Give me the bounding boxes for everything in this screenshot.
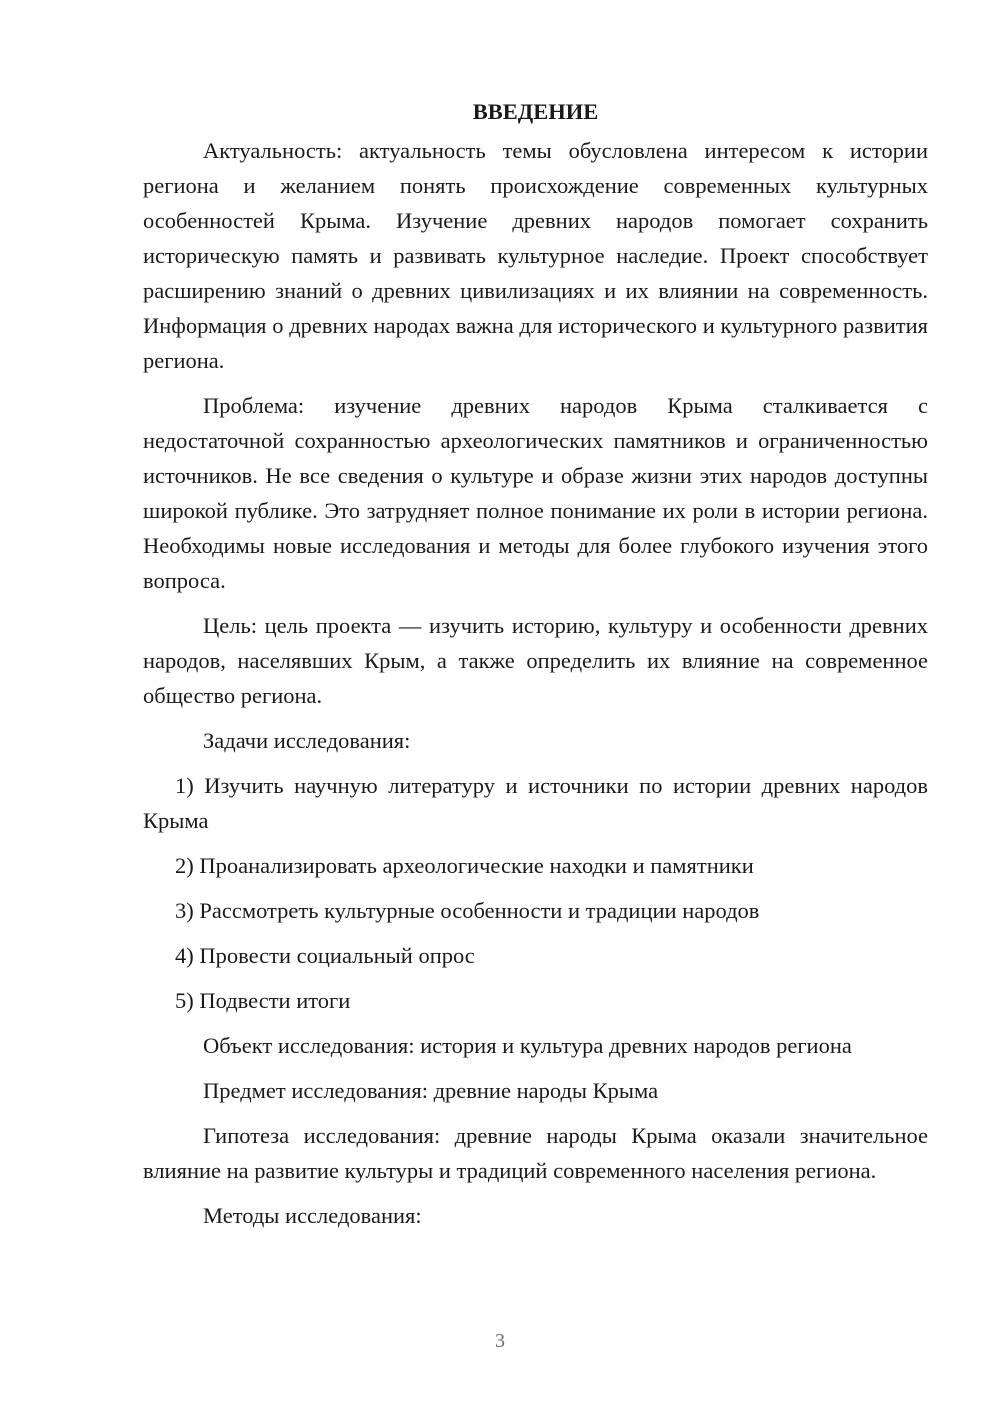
problem-paragraph: Проблема: изучение древних народов Крыма сталкивается с недостаточной сохранностью археологических памятников и ограниченностью источников. Не все сведения о культуре и образе жизни этих народов доступны широкой публике. Это затрудняет полное понимание их роли в истории региона. Необходимы новые исследования и методы для более глубокого изучения этого вопроса.: [143, 393, 928, 593]
task-item: 2) Проанализировать археологические находки и памятники: [175, 853, 754, 878]
task-item: 1) Изучить научную литературу и источники по истории древних народов Крыма: [143, 773, 928, 833]
relevance-paragraph: Актуальность: актуальность темы обусловлена интересом к истории региона и желанием понять происхождение современных культурных особенностей Крыма. Изучение древних народов помогает сохранить историческую память и развивать культурное наследие. Проект способствует расширению знаний о древних цивилизациях и их влиянии на современность. Информация о древних народах важна для исторического и культурного развития региона.: [143, 138, 928, 373]
page-number: 3: [495, 1330, 505, 1352]
research-methods: Методы исследования:: [203, 1203, 422, 1228]
research-object: Объект исследования: история и культура древних народов региона: [203, 1033, 852, 1058]
page-title: ВВЕДЕНИЕ: [472, 99, 599, 124]
task-item: 4) Провести социальный опрос: [175, 943, 475, 968]
goal-paragraph: Цель: цель проекта — изучить историю, культуру и особенности древних народов, населявших Крым, а также определить их влияние на современное общество региона.: [143, 613, 928, 708]
task-item: 3) Рассмотреть культурные особенности и традиции народов: [175, 898, 760, 923]
tasks-heading: Задачи исследования:: [203, 728, 411, 753]
research-hypothesis: Гипотеза исследования: древние народы Крыма оказали значительное влияние на развитие культуры и традиций современного населения региона.: [143, 1123, 928, 1183]
task-item: 5) Подвести итоги: [175, 988, 351, 1013]
research-subject: Предмет исследования: древние народы Крыма: [203, 1078, 659, 1103]
page-content: [143, 94, 928, 1243]
